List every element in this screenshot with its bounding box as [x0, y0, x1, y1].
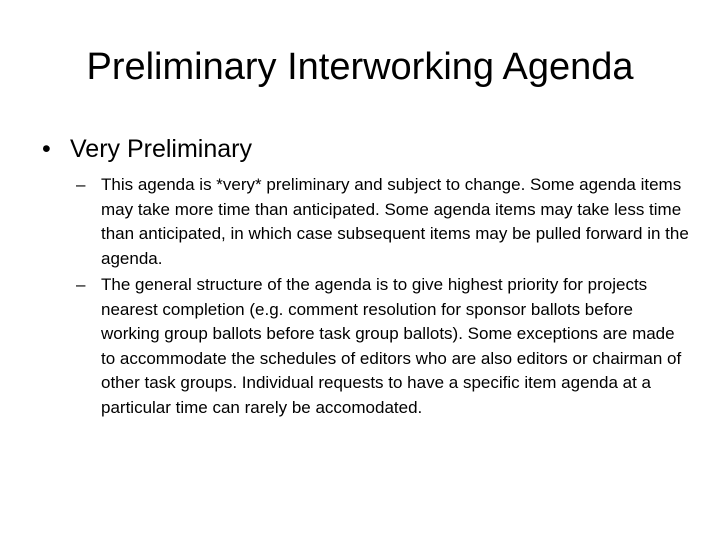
sub-bullet-list — [36, 173, 689, 420]
sub-bullet-agenda-structure — [36, 273, 691, 420]
sub-bullet-text: The general structure of the agenda is to give highest priority for projects nearest completion (e.g. comment resolution for sponsor ballots before working group ballots before task group ballots). Some exceptions are made to accommodate the schedules of editors who are also editors or chairman of other task groups. Individual requests to have a specific item agenda at a particular time can rarely be accomodated. — [101, 275, 682, 417]
slide-title: Preliminary Interworking Agenda — [86, 46, 634, 88]
bullet-marker: • — [42, 135, 51, 163]
sub-bullet-marker: – — [76, 275, 86, 294]
bullet-very-preliminary — [36, 132, 686, 166]
bullet-text: Very Preliminary — [70, 135, 252, 163]
slide-content — [36, 132, 689, 422]
sub-bullet-agenda-change — [36, 173, 691, 271]
sub-bullet-marker: – — [76, 175, 86, 194]
sub-bullet-text: This agenda is *very* preliminary and subject to change. Some agenda items may take more time than anticipated. Some agenda items may take less time than anticipated, in which case subsequent items may be pulled forward in the agenda. — [101, 175, 689, 268]
